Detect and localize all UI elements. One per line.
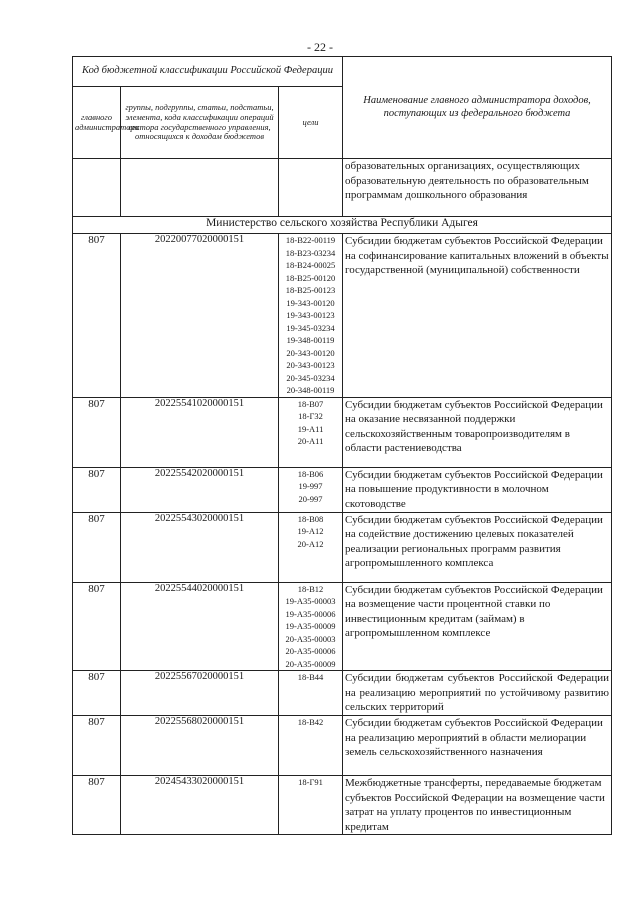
purpose-code: 20-A35-00009 — [285, 658, 336, 669]
table-row — [73, 234, 612, 398]
purpose-code: 19-A35-00009 — [285, 621, 336, 631]
ministry-heading: Министерство сельского хозяйства Республики Адыгея — [73, 217, 612, 234]
purpose-codes-cell — [279, 234, 343, 398]
budget-code-cell: 20225567020000151 — [121, 671, 279, 716]
purpose-codes-cell — [279, 512, 343, 582]
purpose-code: 18-B42 — [297, 717, 324, 727]
admin-code-cell: 807 — [73, 234, 121, 398]
revenue-name-cell: Субсидии бюджетам субъектов Российской Федерации на реализацию мероприятий по устойчивому развитию сельских территорий — [343, 671, 612, 716]
purpose-code: 20-348-00119 — [286, 385, 335, 395]
purpose-code: 20-343-00123 — [286, 360, 335, 370]
purpose-code: 18-B07 — [297, 398, 324, 409]
revenue-name-cell: Межбюджетные трансферты, передаваемые бюджетам субъектов Российской Федерации на возмещение части затрат на уплату процентов по инвестиционным кредитам — [343, 776, 612, 835]
purpose-code: 18-B08 — [297, 513, 324, 524]
purpose-code: 18-B44 — [297, 672, 324, 682]
ministry-row — [73, 217, 612, 234]
revenue-name-cell: Субсидии бюджетам субъектов Российской Федерации на реализацию мероприятий в области мелиорации земель сельскохозяйственного назначения — [343, 716, 612, 776]
purpose-code: 18-B25-00123 — [285, 285, 336, 295]
purpose-code: 19-997 — [298, 481, 323, 491]
admin-code-cell: 807 — [73, 512, 121, 582]
purpose-code: 18-B06 — [297, 468, 324, 479]
purpose-code: 19-A11 — [297, 423, 324, 434]
purpose-codes-cell — [279, 467, 343, 512]
purpose-code: 19-345-03234 — [286, 322, 335, 333]
table-row — [73, 671, 612, 716]
purpose-code: 20-A12 — [297, 538, 324, 549]
purpose-code: 18-Г32 — [298, 411, 323, 421]
admin-code-cell: 807 — [73, 582, 121, 671]
purpose-codes-cell — [279, 582, 343, 671]
budget-code-cell: 20225541020000151 — [121, 397, 279, 467]
revenue-name-cell: Субсидии бюджетам субъектов Российской Федерации на оказание несвязанной поддержки сельскохозяйственным товаропроизводителям в области растениеводства — [343, 397, 612, 467]
rows-body — [73, 234, 612, 835]
classification-header: Код бюджетной классификации Российской Федерации — [73, 57, 343, 87]
revenue-name-cell: Субсидии бюджетам субъектов Российской Федерации на повышение продуктивности в молочном скотоводстве — [343, 467, 612, 512]
purpose-code: 20-A35-00006 — [285, 646, 336, 656]
purpose-code: 19-343-00123 — [286, 310, 335, 320]
budget-code-cell: 20225542020000151 — [121, 467, 279, 512]
budget-code-cell: 20225544020000151 — [121, 582, 279, 671]
purpose-code: 19-A35-00003 — [285, 596, 336, 606]
table-row — [73, 512, 612, 582]
purpose-code: 18-B12 — [297, 583, 324, 594]
table-row — [73, 467, 612, 512]
revenue-name-cell: Субсидии бюджетам субъектов Российской Федерации на содействие достижению целевых показателей реализации региональных программ развития агропромышленного комплекса — [343, 512, 612, 582]
purpose-code: 19-348-00119 — [286, 335, 335, 345]
admin-code-cell: 807 — [73, 776, 121, 835]
revenue-name-cell: Субсидии бюджетам субъектов Российской Федерации на возмещение части процентной ставки по инвестиционным кредитам (займам) в агропромышленном комплексе — [343, 582, 612, 671]
admin-code-cell: 807 — [73, 671, 121, 716]
purpose-code: 18-B25-00120 — [285, 272, 336, 283]
table-row — [73, 716, 612, 776]
purpose-code: 19-A12 — [297, 526, 324, 536]
purpose-codes-cell — [279, 776, 343, 835]
purpose-code: 20-345-03234 — [286, 372, 335, 383]
admin-code-cell: 807 — [73, 397, 121, 467]
purpose-code: 18-B23-03234 — [285, 247, 336, 258]
purpose-code: 19-A35-00006 — [285, 608, 336, 619]
budget-code-cell: 20225543020000151 — [121, 512, 279, 582]
continuation-text: образовательных организациях, осуществляющих образовательную деятельность по образовательным программам дошкольного образования — [343, 159, 612, 217]
table-row — [73, 776, 612, 835]
budget-code-cell: 20245433020000151 — [121, 776, 279, 835]
table-row — [73, 397, 612, 467]
budget-classification-table — [72, 56, 612, 835]
budget-code-cell: 20225568020000151 — [121, 716, 279, 776]
purpose-codes-cell — [279, 397, 343, 467]
budget-code-cell: 20220077020000151 — [121, 234, 279, 398]
purpose-code: 20-A11 — [297, 436, 324, 446]
continuation-row — [73, 159, 612, 217]
purpose-code: 18-B24-00025 — [285, 260, 336, 270]
groups-column-header: группы, подгруппы, статьи, подстатьи, элемента, кода классификации операций сектора государственного управления, относящихся к доходам бюджетов — [121, 87, 279, 159]
admin-code-cell: 807 — [73, 467, 121, 512]
name-column-header: Наименование главного администратора доходов, поступающих из федерального бюджета — [343, 57, 612, 159]
table-row — [73, 582, 612, 671]
purpose-code: 20-997 — [298, 493, 323, 504]
purpose-code: 19-343-00120 — [286, 297, 335, 308]
purpose-code: 18-B22-00119 — [285, 235, 336, 245]
admin-column-header: главного администратора — [73, 87, 121, 159]
purpose-code: 20-A35-00003 — [285, 633, 336, 644]
revenue-name-cell: Субсидии бюджетам субъектов Российской Федерации на софинансирование капитальных вложений в объекты государственной (муниципальной) собственности — [343, 234, 612, 398]
purpose-codes-cell — [279, 716, 343, 776]
page-number: - 22 - — [307, 40, 333, 54]
purpose-codes-cell — [279, 671, 343, 716]
purpose-code: 18-Г91 — [298, 777, 323, 787]
purpose-code: 20-343-00120 — [286, 347, 335, 358]
purpose-column-header: цели — [279, 87, 343, 159]
admin-code-cell: 807 — [73, 716, 121, 776]
